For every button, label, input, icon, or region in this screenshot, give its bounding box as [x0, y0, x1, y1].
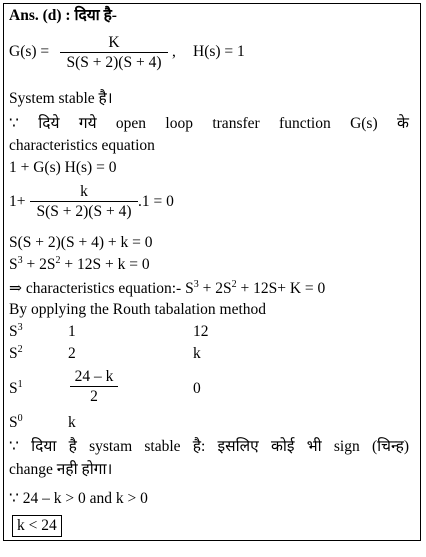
routh-row-s0-label: $S^0$: [9, 413, 23, 431]
sign-line-word: stable: [144, 438, 181, 455]
g-fraction: [60, 34, 168, 71]
sign-line-word: दिया: [31, 438, 57, 455]
routh-row-s2-label: $S^2$: [9, 344, 23, 362]
eq-2-denominator: S(S + 2)(S + 4): [36, 203, 132, 220]
routh-row-s2-col2: k: [193, 345, 201, 362]
routh-row-s1-label: $S^1$: [9, 379, 23, 397]
routh-row-s3-label: $S^3$: [9, 322, 23, 340]
given-line-word: transfer: [212, 115, 260, 132]
given-line-word: open: [115, 115, 147, 132]
sign-line-word: sign: [333, 438, 360, 455]
g-separator: ,: [172, 43, 176, 60]
given-line-word: दिये: [38, 115, 60, 132]
routh-intro: By opplying the Routh tabalation method: [9, 301, 267, 318]
eq-2-lhs: 1+: [9, 193, 26, 210]
given-line-word: function: [279, 115, 331, 132]
sign-line-word: इसलिए: [217, 438, 259, 455]
sign-line: [9, 438, 409, 456]
eq-5: ⇒ characteristics equation:- $S^3 + 2S^2 + 12S+ K = 0$: [9, 279, 326, 297]
routh-row-s1-col1: [70, 368, 118, 405]
eq-2-fraction: [30, 183, 138, 220]
final-answer-box: k < 24: [12, 515, 62, 537]
g-lhs: G(s) =: [9, 43, 50, 60]
routh-row-s3-col2: 12: [193, 323, 209, 340]
eq-3: S(S + 2)(S + 4) + k = 0: [9, 234, 153, 251]
routh-s1-denominator: 2: [90, 388, 98, 405]
sign-line-word: है: [68, 438, 77, 455]
routh-row-s3-col1: 1: [68, 323, 76, 340]
g-numerator: K: [60, 34, 168, 53]
char-eq-heading: characteristics equation: [9, 137, 155, 154]
given-line-word: गये: [78, 115, 97, 132]
h-equation: H(s) = 1: [193, 43, 245, 60]
sign-line-word: (चिन्ह): [371, 438, 409, 455]
given-line-word: के: [396, 115, 409, 132]
condition-line: ∵ 24 – k > 0 and k > 0: [9, 490, 148, 507]
stable-line: System stable है।: [9, 90, 113, 107]
g-denominator: S(S + 2)(S + 4): [66, 54, 162, 71]
given-line: [9, 115, 409, 133]
eq-2-numerator: k: [30, 183, 138, 202]
answer-heading: Ans. (d) : दिया है-: [9, 7, 117, 24]
sign-line-word: ∵: [9, 438, 19, 455]
routh-s1-numerator: 24 – k: [70, 368, 118, 387]
eq-2-rhs: .1 = 0: [138, 193, 174, 210]
given-line-word: ∵: [9, 115, 19, 132]
sign-line-word: कोई: [270, 438, 295, 455]
eq-4: $S^3 + 2S^2 + 12S + k = 0$: [9, 255, 150, 273]
eq-1: 1 + G(s) H(s) = 0: [9, 159, 117, 176]
routh-row-s1-col2: 0: [193, 380, 201, 397]
sign-line-2: change नही होगा।: [9, 461, 113, 478]
sign-line-word: भी: [306, 438, 322, 455]
given-line-word: G(s): [350, 115, 378, 132]
sign-line-word: systam: [89, 438, 133, 455]
sign-line-word: है:: [192, 438, 206, 455]
routh-row-s2-col1: 2: [68, 345, 76, 362]
given-line-word: loop: [165, 115, 193, 132]
routh-row-s0-col1: k: [68, 414, 76, 431]
